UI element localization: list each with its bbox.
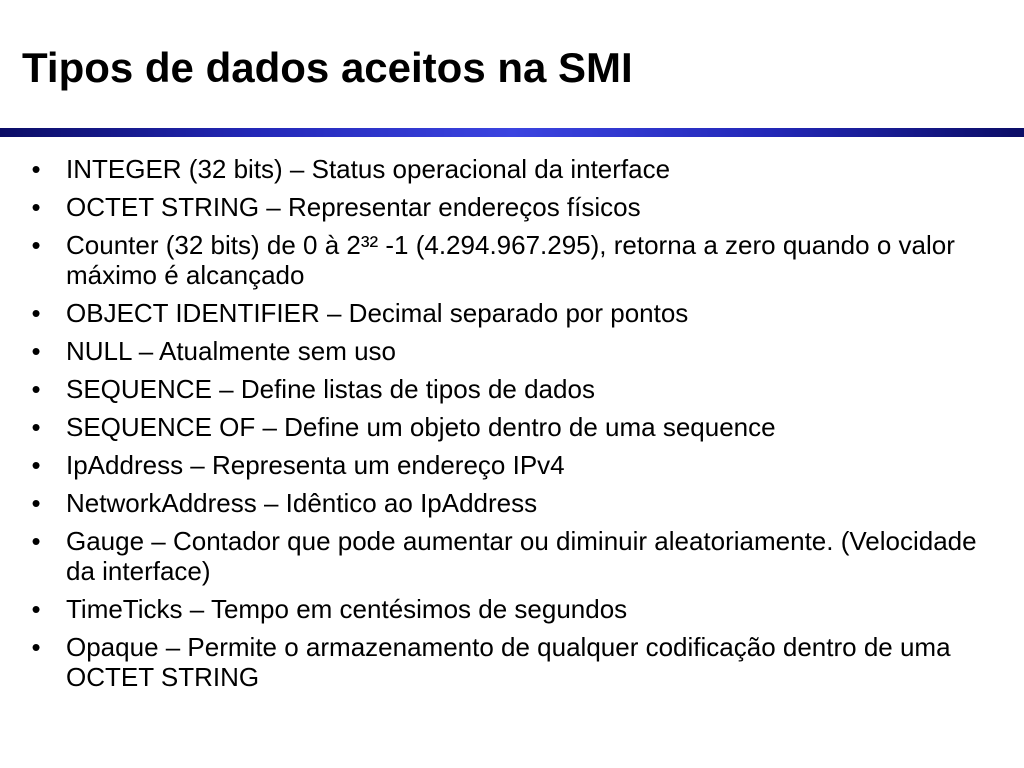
- slide-title: Tipos de dados aceitos na SMI: [22, 44, 633, 91]
- bullet-icon: •: [31, 298, 41, 328]
- bullet-text: SEQUENCE OF – Define um objeto dentro de uma sequence: [66, 412, 776, 442]
- list-item: [0, 594, 1010, 624]
- bullet-icon: •: [31, 450, 41, 480]
- list-item: [0, 298, 1010, 328]
- bullet-icon: •: [31, 374, 41, 404]
- list-item: [0, 526, 1010, 586]
- bullet-text: TimeTicks – Tempo em centésimos de segundos: [66, 594, 628, 624]
- bullet-text: NetworkAddress – Idêntico ao IpAddress: [66, 488, 538, 518]
- list-item: [0, 154, 1010, 184]
- list-item: [0, 488, 1010, 518]
- bullet-text: Gauge – Contador que pode aumentar ou diminuir aleatoriamente. (Velocidade da interface): [66, 526, 977, 586]
- bullet-icon: •: [31, 412, 41, 442]
- list-item: [0, 632, 1010, 692]
- bullet-icon: •: [31, 488, 41, 518]
- bullet-icon: •: [31, 594, 41, 624]
- bullet-text: IpAddress – Representa um endereço IPv4: [66, 450, 565, 480]
- bullet-icon: •: [31, 192, 41, 222]
- bullet-icon: •: [31, 336, 41, 366]
- list-item: [0, 336, 1010, 366]
- bullet-text: INTEGER (32 bits) – Status operacional da interface: [66, 154, 671, 184]
- bullet-text: Opaque – Permite o armazenamento de qualquer codificação dentro de uma OCTET STRING: [66, 632, 951, 692]
- bullet-icon: •: [31, 230, 41, 260]
- list-item: [0, 450, 1010, 480]
- bullet-text: Counter (32 bits) de 0 à 2³² -1 (4.294.967.295), retorna a zero quando o valor máximo é alcançado: [66, 230, 955, 290]
- list-item: [0, 412, 1010, 442]
- bullet-text: OBJECT IDENTIFIER – Decimal separado por pontos: [66, 298, 689, 328]
- bullet-icon: •: [31, 526, 41, 556]
- title-divider: [0, 128, 1024, 137]
- bullet-text: NULL – Atualmente sem uso: [66, 336, 396, 366]
- bullet-text: SEQUENCE – Define listas de tipos de dados: [66, 374, 595, 404]
- list-item: [0, 230, 1010, 290]
- bullet-list: [0, 154, 1010, 700]
- bullet-icon: •: [31, 154, 41, 184]
- list-item: [0, 192, 1010, 222]
- bullet-icon: •: [31, 632, 41, 662]
- list-item: [0, 374, 1010, 404]
- bullet-text: OCTET STRING – Representar endereços físicos: [66, 192, 641, 222]
